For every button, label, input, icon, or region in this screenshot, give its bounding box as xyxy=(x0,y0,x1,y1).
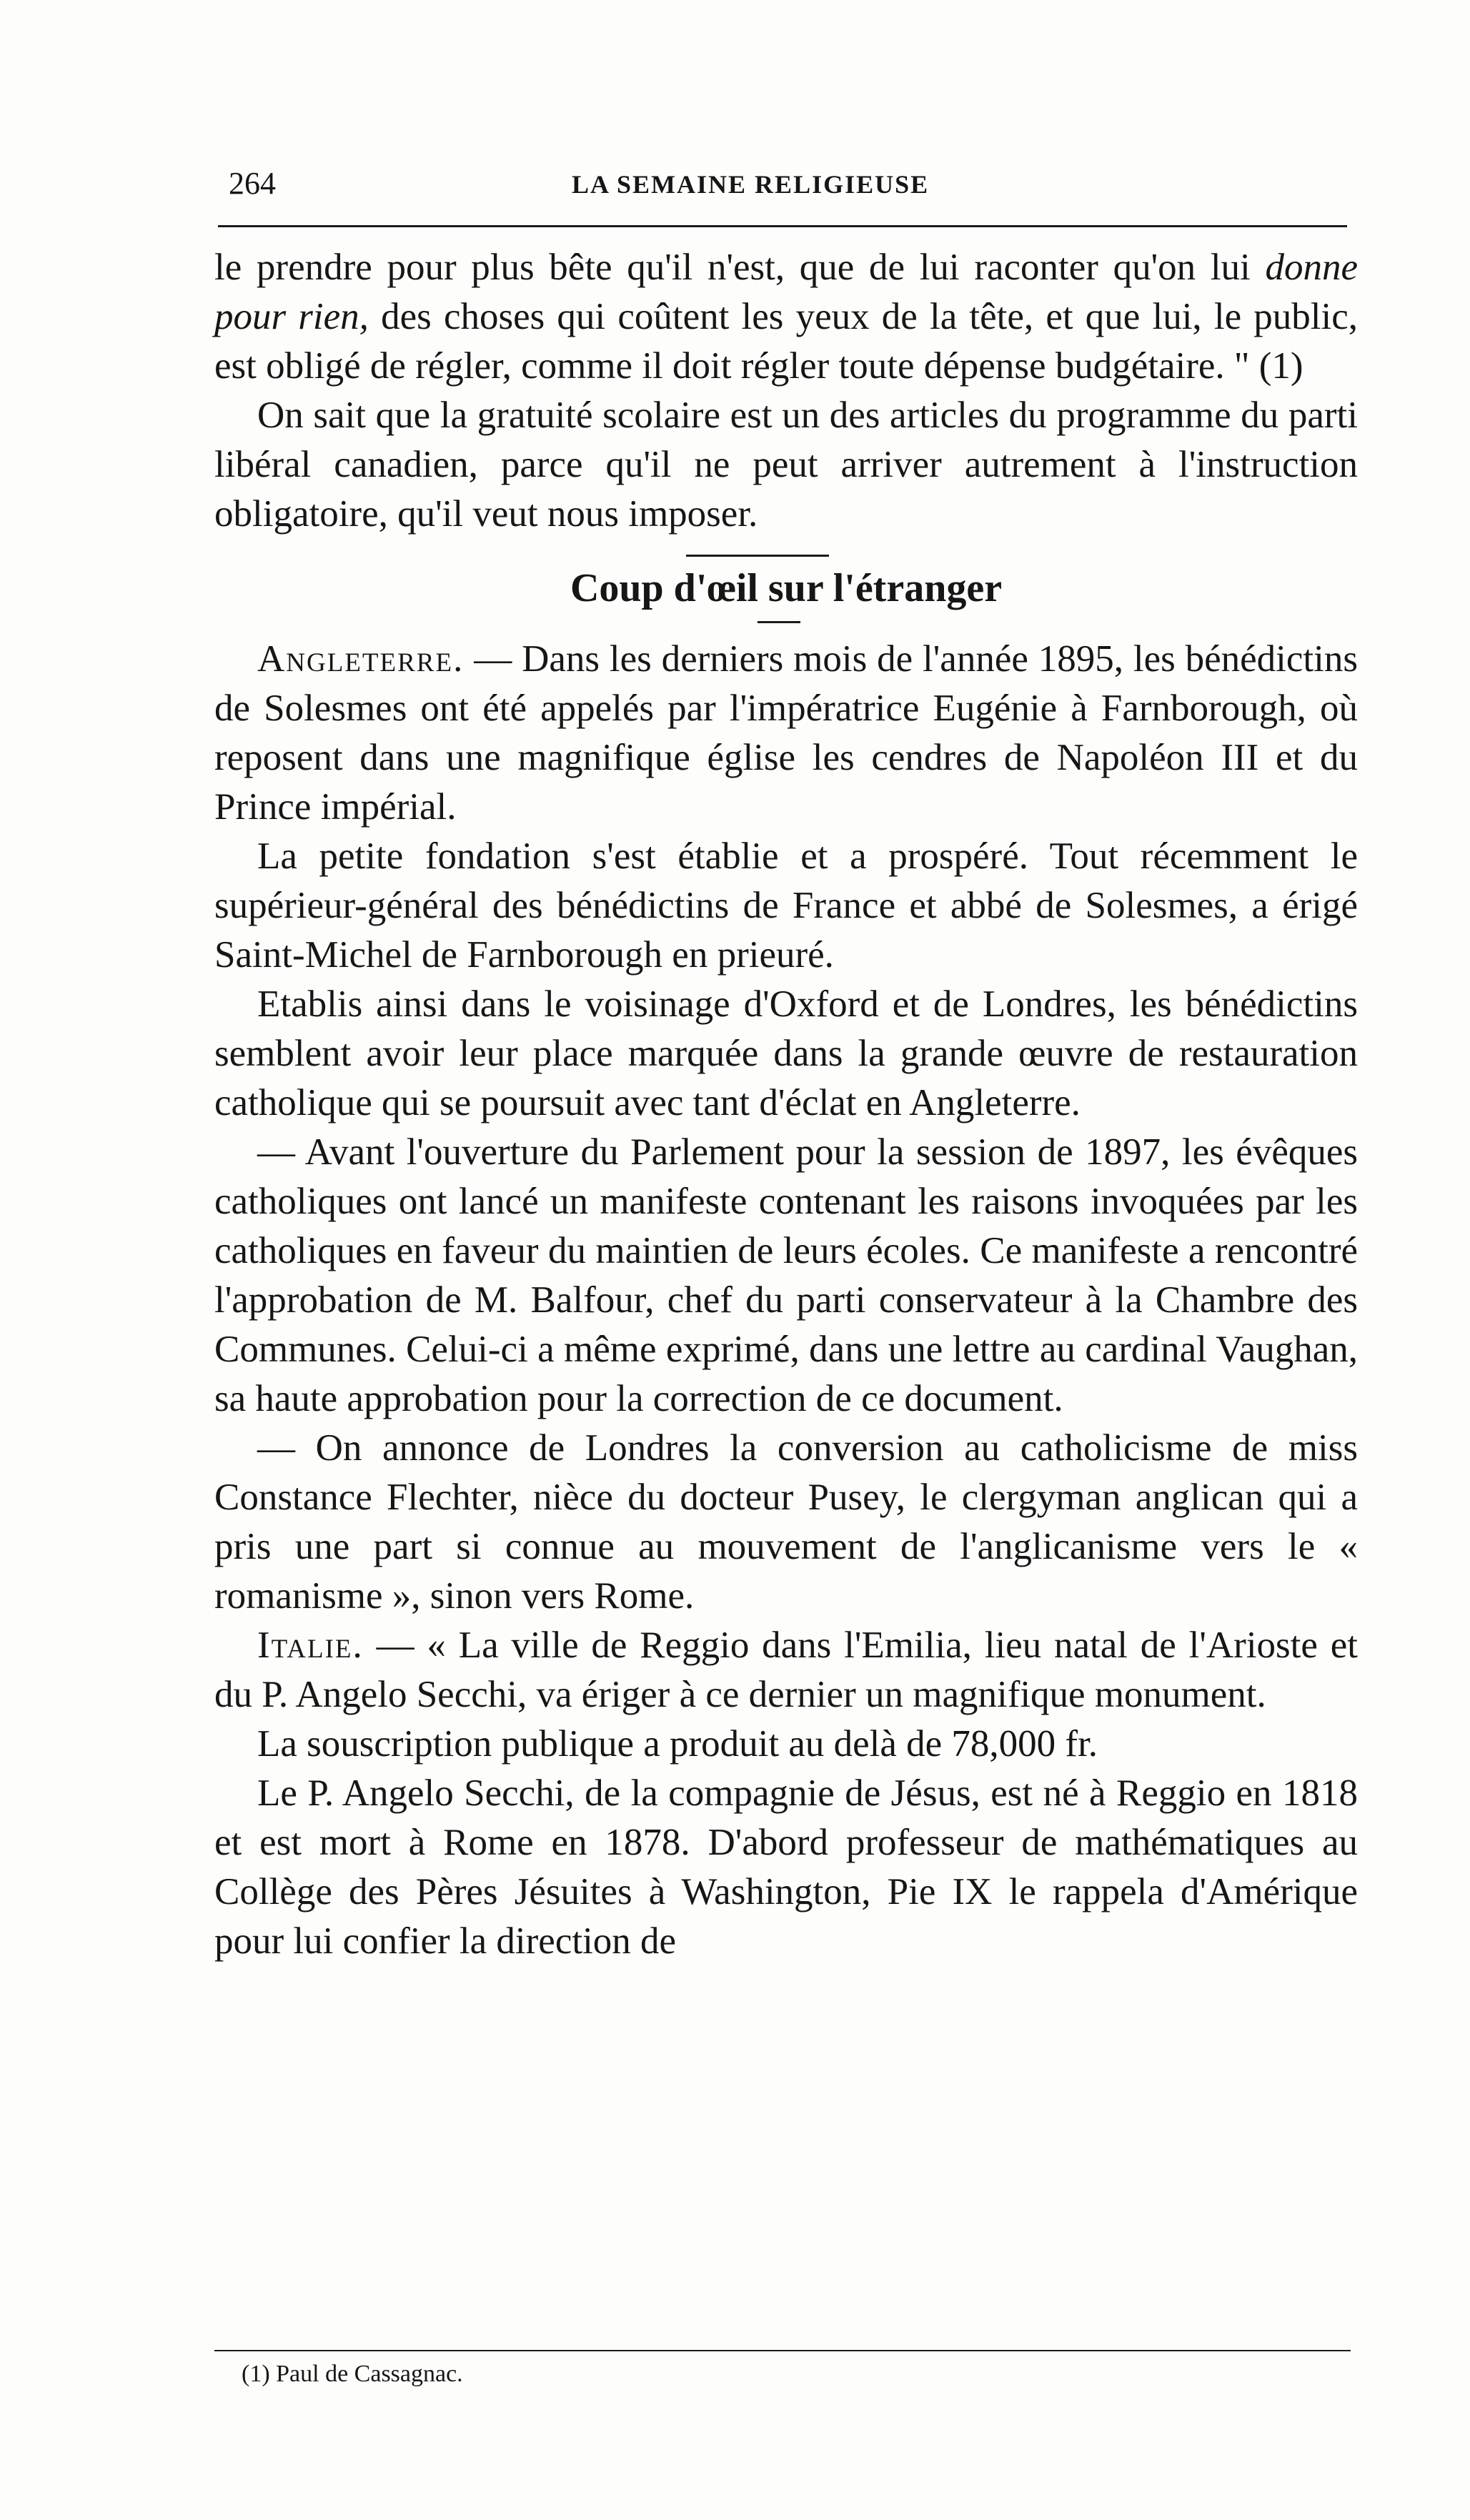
paragraph-gratuite: On sait que la gratuité scolaire est un des articles du programme du parti libéral canadien, parce qu'il ne peut arriver autrement à l'instruction obligatoire, qu'il veut nous imposer. xyxy=(214,395,1358,535)
running-title: LA SEMAINE RELIGIEUSE xyxy=(572,170,930,199)
footnote-rule xyxy=(214,2350,1351,2351)
paragraph-parlement: — Avant l'ouverture du Parlement pour la session de 1897, les évêques catholiques ont lancé un manifeste contenant les raisons invoquées par les catholiques en faveur du maintien de leurs écoles. Ce manifeste a rencontré l'approbation de M. Balfour, chef du parti conservateur à la Chambre des Communes. Celui-ci a même exprimé, dans une lettre au cardinal Vaughan, sa haute approbation pour la correction de ce document. xyxy=(214,1131,1358,1419)
paragraph-text: des choses qui coûtent les yeux de la tête, et que lui, le public, est obligé de régler, comme il doit régler toute dépense budgétaire. " (1) xyxy=(214,296,1358,387)
section-title: Coup d'œil sur l'étranger xyxy=(570,566,1003,610)
italic-phrase: donne pour rien, xyxy=(214,247,1358,337)
paragraph-etablis: Etablis ainsi dans le voisinage d'Oxford et de Londres, les bénédictins semblent avoir leur place marquée dans la grande œuvre de restauration catholique qui se poursuit avec tant d'éclat en Angleterre. xyxy=(214,983,1358,1123)
paragraph-angleterre xyxy=(214,635,1358,832)
paragraph-conversion: — On annonce de Londres la conversion au catholicisme de miss Constance Flechter, nièce du docteur Pusey, le clergyman anglican qui a pris une part si connue au mouvement de l'anglicanisme vers le « romanisme », sinon vers Rome. xyxy=(214,1427,1358,1617)
header-rule xyxy=(218,225,1347,227)
paragraph-fondation: La petite fondation s'est établie et a prospéré. Tout récemment le supérieur-général des bénédictins de France et abbé de Solesmes, a érigé Saint-Michel de Farnborough en prieuré. xyxy=(214,835,1358,976)
paragraph-italie xyxy=(214,1621,1358,1720)
paragraph-continuation xyxy=(214,243,1358,391)
footnote: (1) Paul de Cassagnac. xyxy=(242,2361,463,2387)
paragraph-text: — Dans les derniers mois de l'année 1895, les bénédictins de Solesmes ont été appelés par l'impératrice Eugénie à Farnborough, où reposent dans une magnifique église les cendres de Napoléon III et du Prince impérial. xyxy=(214,638,1358,828)
country-label-italie: Italie. xyxy=(257,1624,364,1666)
paragraph-text: le prendre pour plus bête qu'il n'est, que de lui raconter qu'on lui xyxy=(214,247,1266,288)
paragraph-souscription: La souscription publique a produit au delà de 78,000 fr. xyxy=(257,1723,1098,1765)
page-body xyxy=(214,243,1358,1966)
page-header xyxy=(214,161,1351,204)
section-separator xyxy=(686,555,829,557)
country-label-angleterre: Angleterre. xyxy=(257,638,465,680)
paragraph-text: — « La ville de Reggio dans l'Emilia, lieu natal de l'Arioste et du P. Angelo Secchi, va ériger à ce dernier un magnifique monument. xyxy=(214,1624,1358,1715)
paragraph-secchi: Le P. Angelo Secchi, de la compagnie de Jésus, est né à Reggio en 1818 et est mort à Rome en 1878. D'abord professeur de mathématiques au Collège des Pères Jésuites à Washington, Pie IX le rappela d'Amérique pour lui confier la direction de xyxy=(214,1772,1358,1962)
title-rule xyxy=(758,621,800,623)
page-number: 264 xyxy=(229,166,276,201)
